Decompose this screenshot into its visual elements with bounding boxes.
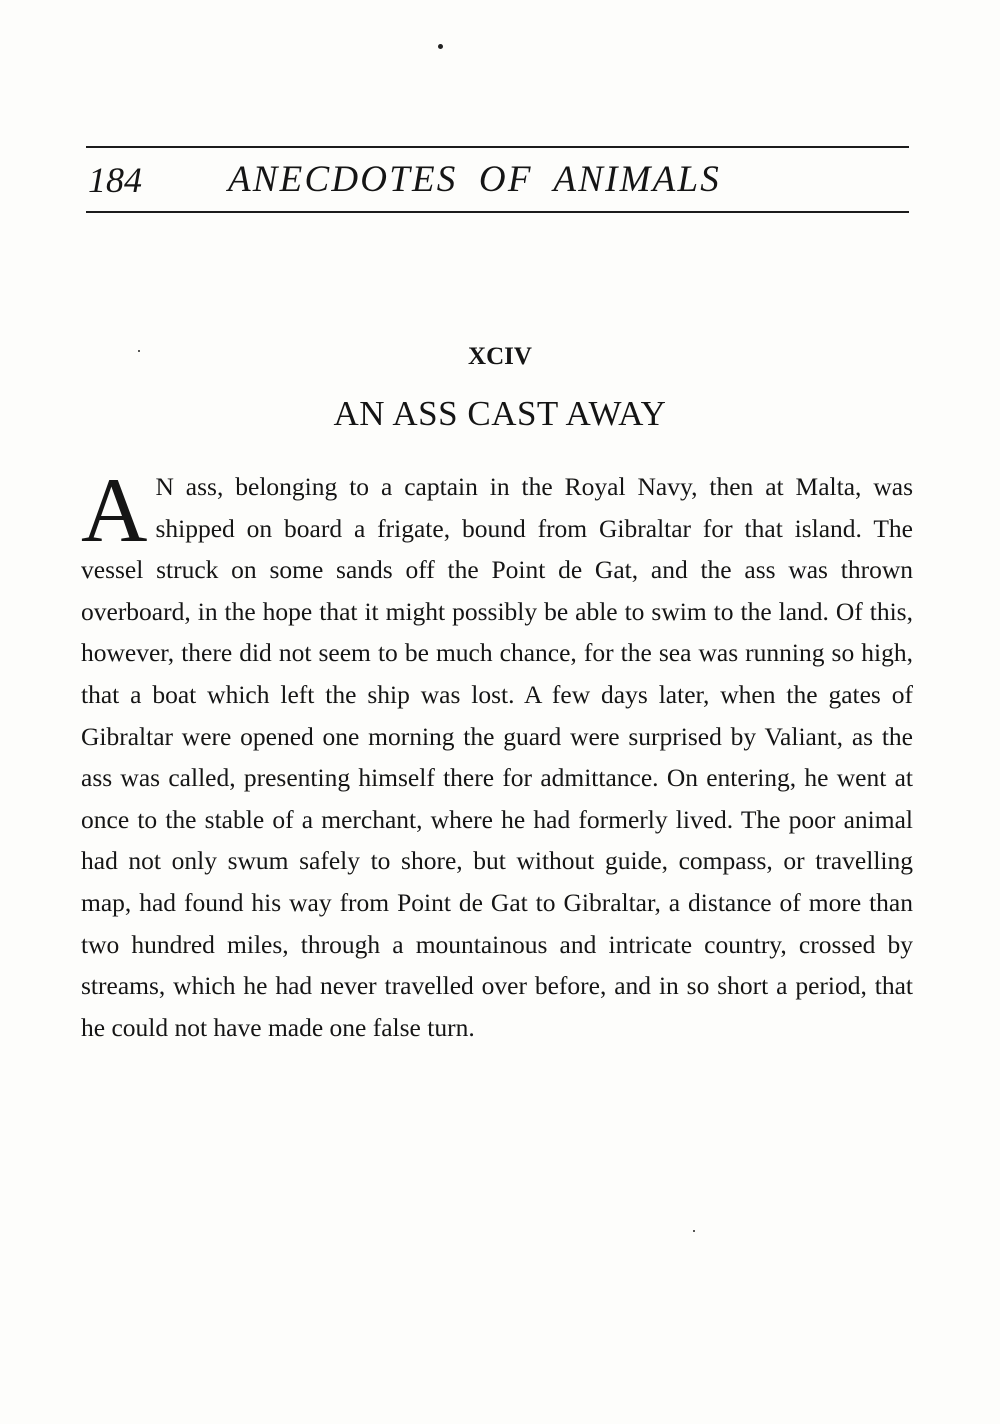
running-head — [86, 156, 909, 206]
ink-speck — [693, 1230, 695, 1232]
paragraph-text: N ass, belonging to a captain in the Royal Navy, then at Malta, was shipped on board a frigate, bound from Gibraltar for that island. The vessel struck on some sands off the Point de Gat, and the ass was thrown overboard, in the hope that it might possibly be able to swim to the land. Of this, however, there did not seem to be much chance, for the sea was running so high, that a boat which left the ship was lost. A few days later, when the gates of Gibraltar were opened one morning the guard were surprised by Valiant, as the ass was called, presenting himself there for admittance. On entering, he went at once to the stable of a merchant, where he had formerly lived. The poor animal had not only swum safely to shore, but without guide, compass, or travelling map, had found his way from Point de Gat to Gibraltar, a distance of more than two hundred miles, through a mountainous and intricate country, crossed by streams, which he had never travelled over before, and in so short a period, that he could not have made one false turn. — [81, 472, 913, 1042]
header-rule-top — [86, 146, 909, 148]
header-rule-bottom — [86, 211, 909, 213]
chapter-title: AN ASS CAST AWAY — [333, 394, 667, 433]
ink-speck — [438, 44, 443, 49]
chapter-number: XCIV — [468, 343, 532, 370]
body-paragraph — [81, 459, 913, 1048]
running-title: ANECDOTES OF ANIMALS — [228, 159, 721, 200]
drop-cap: A — [81, 459, 148, 561]
page-number: 184 — [88, 160, 142, 200]
